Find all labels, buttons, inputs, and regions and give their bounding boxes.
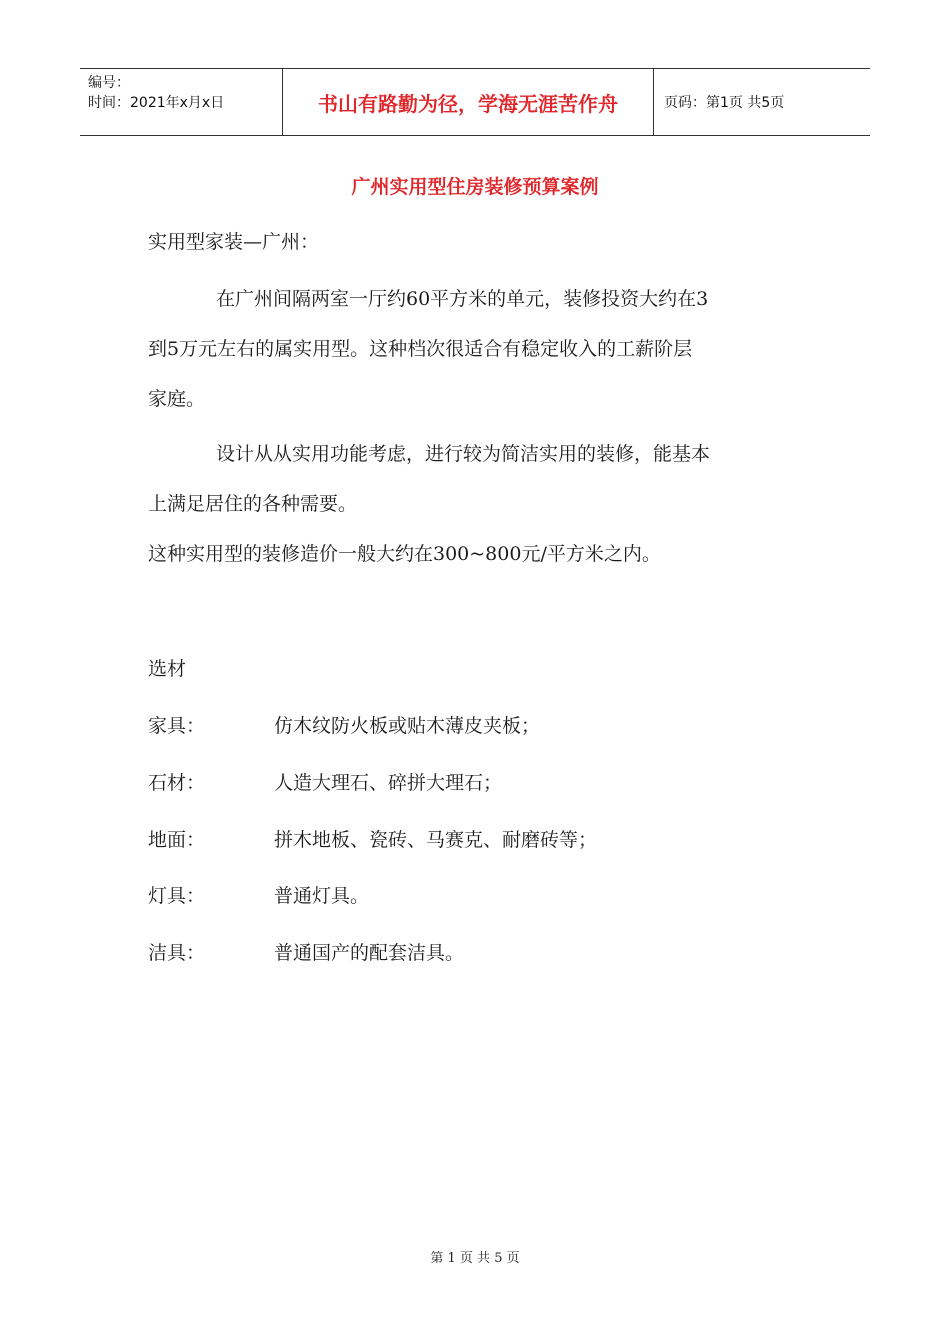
- material-label-lighting: 灯具：: [148, 885, 206, 907]
- paragraph-1-line-1: 在广州间隔两室一厅约60平方米的单元，装修投资大约在3: [216, 288, 709, 310]
- page-footer: 第 1 页 共 5 页: [430, 1251, 520, 1266]
- header-meta: [80, 69, 282, 135]
- header-page-info: 页码：第1页 共5页: [664, 95, 785, 111]
- material-value-floor: 拼木地板、瓷砖、马赛克、耐磨砖等；: [274, 829, 598, 851]
- document-header: [80, 68, 870, 136]
- material-label-furniture: 家具：: [148, 715, 206, 737]
- material-value-sanitary: 普通国产的配套洁具。: [274, 942, 465, 964]
- header-motto: 书山有路勤为径，学海无涯苦作舟: [282, 69, 654, 135]
- paragraph-3: 这种实用型的装修造价一般大约在300~800元/平方米之内。: [148, 543, 661, 565]
- material-label-sanitary: 洁具：: [148, 942, 206, 964]
- material-value-furniture: 仿木纹防火板或贴木薄皮夹板；: [274, 715, 541, 737]
- document-title: 广州实用型住房装修预算案例: [351, 176, 599, 198]
- materials-heading: 选材: [148, 658, 187, 680]
- paragraph-2-line-2: 上满足居住的各种需要。: [148, 493, 358, 515]
- paragraph-1-line-3: 家庭。: [148, 388, 206, 410]
- subtitle: 实用型家装—广州：: [148, 231, 320, 253]
- material-label-floor: 地面：: [148, 829, 206, 851]
- material-label-stone: 石材：: [148, 772, 206, 794]
- paragraph-1-line-2: 到5万元左右的属实用型。这种档次很适合有稳定收入的工薪阶层: [148, 338, 693, 360]
- time-label: 时间：2021年x月x日: [88, 95, 225, 111]
- number-label: 编号：: [88, 75, 130, 91]
- material-value-stone: 人造大理石、碎拼大理石；: [274, 772, 503, 794]
- paragraph-2-line-1: 设计从从实用功能考虑，进行较为简洁实用的装修，能基本: [216, 443, 711, 465]
- material-value-lighting: 普通灯具。: [274, 885, 370, 907]
